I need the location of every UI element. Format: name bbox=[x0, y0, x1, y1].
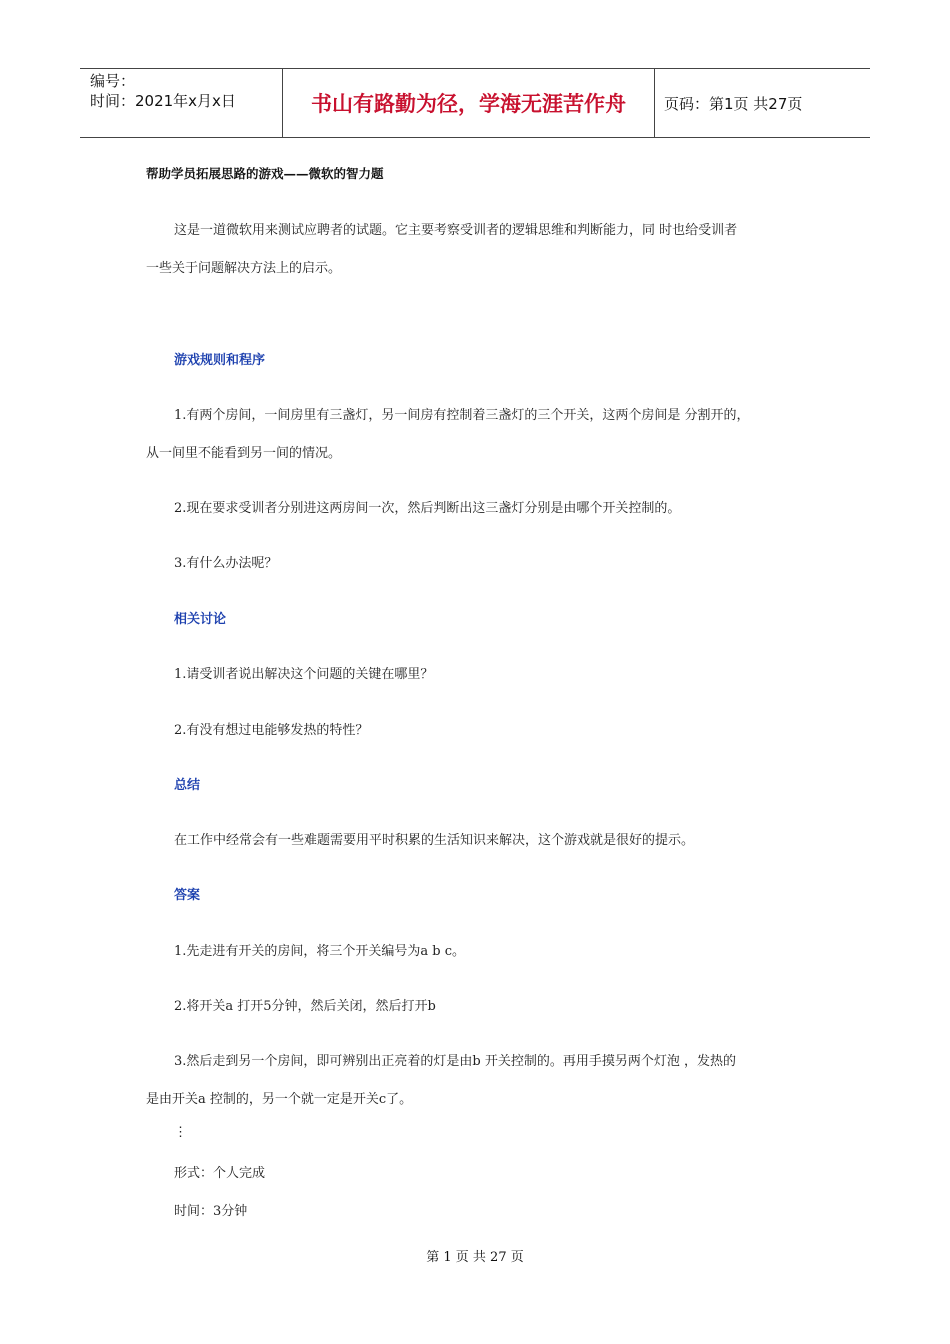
rule-item: 2.现在要求受训者分别进这两房间一次，然后判断出这三盏灯分别是由哪个开关控制的。 bbox=[174, 501, 681, 516]
rule-item: 1.有两个房间，一间房里有三盏灯，另一间房有控制着三盏灯的三个开关，这两个房间是 分割开的， bbox=[174, 408, 750, 423]
section-heading-answer: 答案 bbox=[174, 888, 201, 903]
document-time: 时间：2021年x月x日 bbox=[90, 92, 236, 110]
header-page-info: 页码：第1页 共27页 bbox=[664, 94, 803, 113]
ellipsis-mark: ⋮ bbox=[174, 1125, 187, 1140]
answer-item: 3.然后走到另一个房间，即可辨别出正亮着的灯是由b 开关控制的。再用手摸另两个灯泡 ，发热的 bbox=[174, 1054, 736, 1069]
intro-paragraph-cont: 一些关于问题解决方法上的启示。 bbox=[146, 261, 342, 276]
answer-item: 2.将开关a 打开5分钟，然后关闭，然后打开b bbox=[174, 999, 436, 1014]
intro-paragraph: 这是一道微软用来测试应聘者的试题。它主要考察受训者的逻辑思维和判断能力，同 时也给受训者 bbox=[174, 223, 738, 238]
section-heading-discussion: 相关讨论 bbox=[174, 612, 227, 627]
discussion-item: 2.有没有想过电能够发热的特性？ bbox=[174, 723, 369, 738]
summary-text: 在工作中经常会有一些难题需要用平时积累的生活知识来解决，这个游戏就是很好的提示。 bbox=[174, 833, 695, 848]
time-text: 时间：3分钟 bbox=[174, 1204, 248, 1219]
form-text: 形式：个人完成 bbox=[174, 1166, 266, 1181]
page-footer bbox=[0, 1246, 950, 1265]
section-heading-rules: 游戏规则和程序 bbox=[174, 353, 266, 368]
rule-item: 3.有什么办法呢？ bbox=[174, 556, 278, 571]
document-number: 编号： bbox=[90, 72, 136, 90]
header-motto: 书山有路勤为径，学海无涯苦作舟 bbox=[311, 92, 626, 116]
footer-page-number: 第 1 页 共 27 页 bbox=[426, 1250, 524, 1265]
header-divider bbox=[654, 69, 655, 137]
answer-item: 1.先走进有开关的房间，将三个开关编号为a b c。 bbox=[174, 944, 466, 959]
discussion-item: 1.请受训者说出解决这个问题的关键在哪里？ bbox=[174, 667, 434, 682]
section-heading-summary: 总结 bbox=[174, 778, 201, 793]
answer-item-cont: 是由开关a 控制的，另一个就一定是开关c了。 bbox=[146, 1092, 413, 1107]
header-meta bbox=[90, 71, 236, 111]
document-header bbox=[80, 68, 870, 138]
document-title: 帮助学员拓展思路的游戏——微软的智力题 bbox=[146, 166, 384, 181]
rule-item-cont: 从一间里不能看到另一间的情况。 bbox=[146, 446, 342, 461]
